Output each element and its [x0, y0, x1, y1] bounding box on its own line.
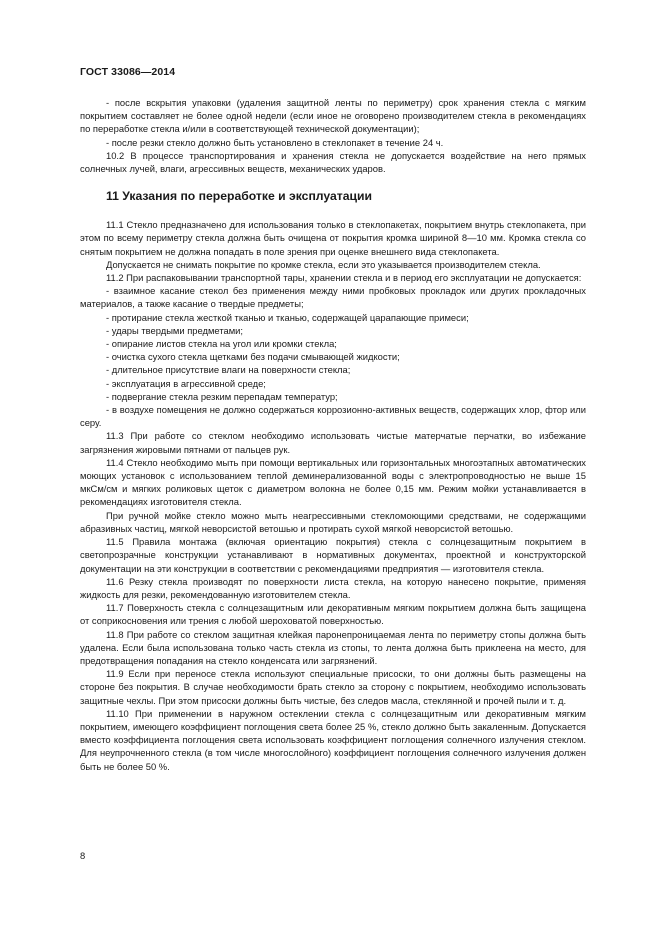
- paragraph: 11.6 Резку стекла производят по поверхности листа стекла, на которую нанесено покрытие, применяя жидкость для резки, рекомендованную изготовителем стекла.: [80, 575, 586, 600]
- paragraph: - после вскрытия упаковки (удаления защитной ленты по периметру) срок хранения стекла с мягким покрытием составляет не более одной недели (если иное не оговорено производителем стекла в рекомендациях по переработке стекла и/или в соответствующей технической документации);: [80, 97, 586, 135]
- paragraph: 11.5 Правила монтажа (включая ориентацию покрытия) стекла с солнцезащитным покрытием в светопрозрачные конструкции устанавливают в нормативных документах, проектной и конструкторской документации на эти конструкции в соответствии с рекомендациями предприятия — изготовителя стекла.: [80, 536, 586, 574]
- paragraph: 10.2 В процессе транспортирования и хранения стекла не допускается воздействие на него прямых солнечных лучей, влаги, агрессивных веществ, механических ударов.: [80, 149, 586, 175]
- list-item: - удары твердыми предметами;: [106, 324, 244, 336]
- paragraph: 11.10 При применении в наружном остеклении стекла с солнцезащитным или декоративным мягким покрытием, имеющего коэффициент поглощения света более 25 %, стекло должно быть закаленным. Допускается вместо коэффициента поглощения света использовать коэффициент поглощения солнечного излучения стеклом. Для неупрочненного стекла (в том числе многослойного) коэффициент поглощения солнечного излучения должен быть не более 50 %.: [80, 707, 586, 772]
- page-number: 8: [80, 850, 86, 861]
- list-item: - эксплуатация в агрессивной среде;: [106, 377, 266, 389]
- list-item: - взаимное касание стекол без применения между ними пробковых прокладок или других прокладочных материалов, а также касание о твердые предметы;: [80, 285, 586, 310]
- paragraph: 11.9 Если при переносе стекла используют специальные присоски, то они должны быть размещены на стороне без покрытия. В случае необходимости брать стекло за сторону с покрытием, необходимо использовать защитные чехлы. При этом присоски должны быть чистые, без следов масла, стеклянной и прочей пыли и т. д.: [80, 668, 586, 706]
- paragraph: При ручной мойке стекло можно мыть неагрессивными стекломоющими средствами, не содержащими абразивных частиц, мягкой неворсистой ветошью и протирать сухой мягкой неворсистой ветошью.: [80, 509, 586, 534]
- document-body: [80, 96, 586, 773]
- list-item: - протирание стекла жесткой тканью и тканью, содержащей царапающие примеси;: [106, 311, 469, 323]
- list-item: - подвергание стекла резким перепадам температур;: [106, 390, 338, 402]
- paragraph: 11.2 При распаковывании транспортной тары, хранении стекла и в период его эксплуатации не допускается:: [106, 272, 582, 284]
- paragraph: 11.4 Стекло необходимо мыть при помощи вертикальных или горизонтальных многоэтапных автоматических моющих установок с использованием теплой деминерализованной воды с электропроводностью не выше 15 мкСм/см и мягких роликовых щеток с диаметром волокна не более 0,15 мм. Режим мойки устанавливается в рекомендациях изготовителя стекла.: [80, 456, 586, 508]
- list-item: - очистка сухого стекла щетками без подачи смывающей жидкости;: [106, 351, 400, 363]
- list-item: - опирание листов стекла на угол или кромки стекла;: [106, 338, 337, 350]
- paragraph: - после резки стекло должно быть установлено в стеклопакет в течение 24 ч.: [106, 136, 444, 148]
- paragraph: 11.1 Стекло предназначено для использования только в стеклопакетах, покрытием внутрь стеклопакета, при этом по всему периметру стекла должна быть очищена от покрытия кромка шириной 8—10 мм. Кромка стекла со снятым покрытием не должна попадать в поле зрения при оценке внешнего вида стеклопакета.: [80, 219, 586, 257]
- list-item: - в воздухе помещения не должно содержаться коррозионно-активных веществ, содержащих хлор, фтор или серу.: [80, 404, 586, 429]
- paragraph: 11.3 При работе со стеклом необходимо использовать чистые матерчатые перчатки, во избежание загрязнения жировыми пятнами от пальцев рук.: [80, 430, 586, 455]
- section-title: 11 Указания по переработке и эксплуатации: [106, 189, 373, 204]
- list-item: - длительное присутствие влаги на поверхности стекла;: [106, 364, 351, 376]
- paragraph: 11.7 Поверхность стекла с солнцезащитным или декоративным мягким покрытием должна быть защищена от соприкосновения или трения с любой шероховатой поверхностью.: [80, 602, 586, 627]
- paragraph: 11.8 При работе со стеклом защитная клейкая паронепроницаемая лента по периметру стопы должна быть удалена. Если была использована только часть стекла из стопы, то лента должна быть приклеена на место, для предотвращения попадания на стекло конденсата или загрязнений.: [80, 628, 586, 666]
- document-header: ГОСТ 33086—2014: [80, 66, 176, 78]
- paragraph: Допускается не снимать покрытие по кромке стекла, если это указывается производителем стекла.: [106, 258, 541, 270]
